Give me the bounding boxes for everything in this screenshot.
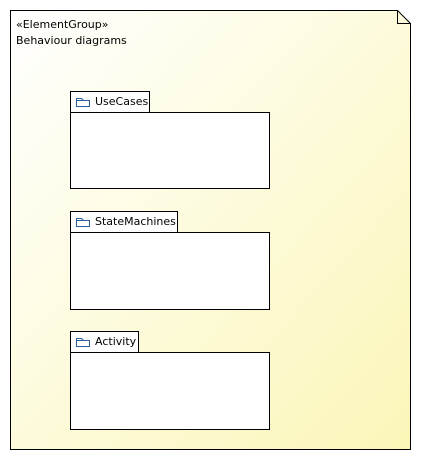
package-body — [71, 233, 270, 310]
package-body — [71, 353, 270, 430]
element-group-stereotype: «ElementGroup» — [16, 18, 109, 31]
package-statemachines-label[interactable]: StateMachines — [95, 215, 176, 228]
element-group-name[interactable]: Behaviour diagrams — [16, 34, 127, 47]
package-usecases-label[interactable]: UseCases — [95, 95, 149, 108]
package-body — [71, 113, 270, 189]
package-activity-label[interactable]: Activity — [95, 335, 137, 348]
